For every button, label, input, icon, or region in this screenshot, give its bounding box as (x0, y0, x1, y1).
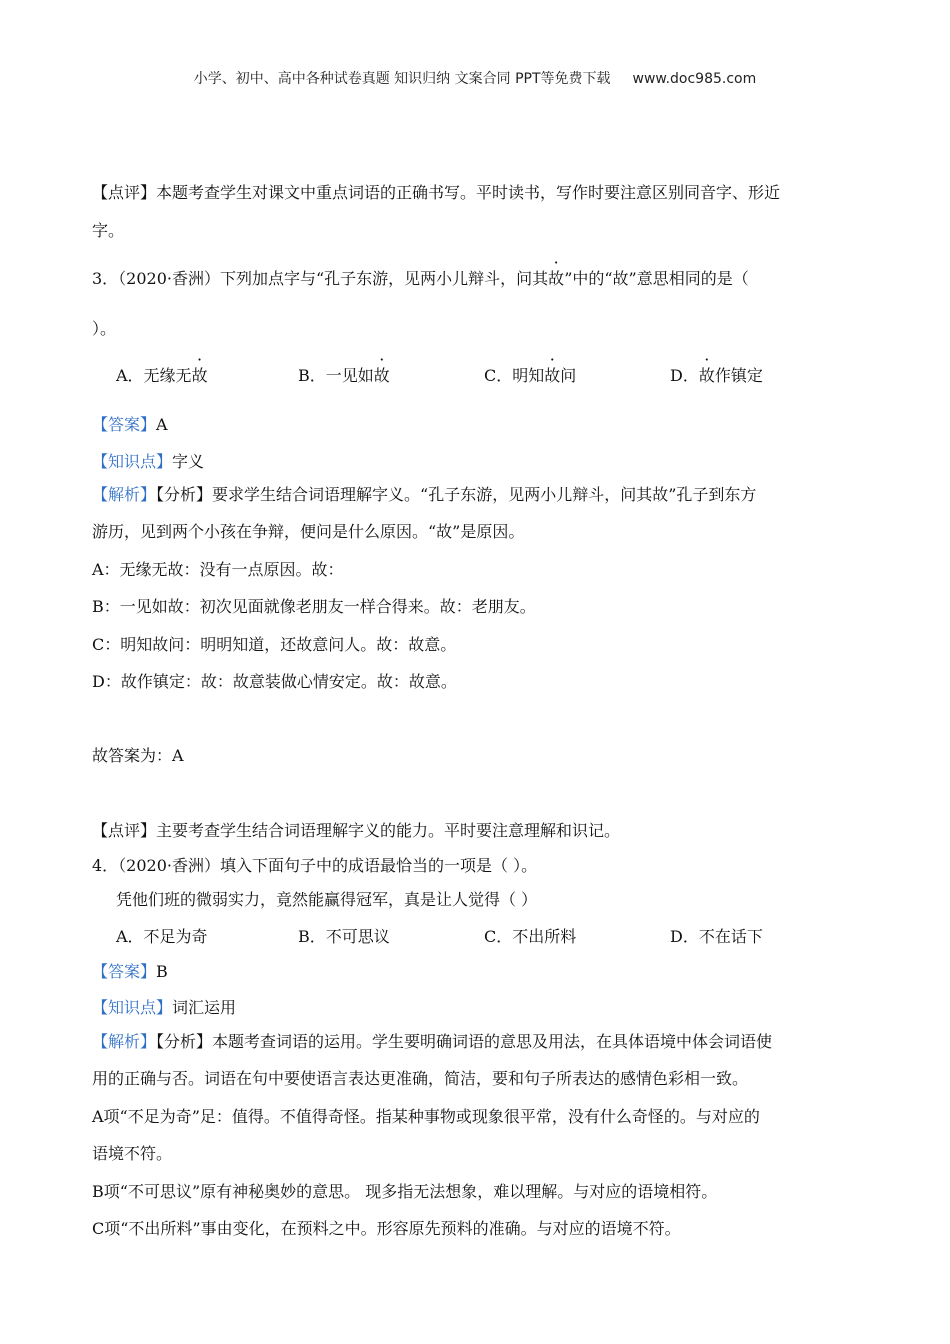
q3-option-d-pre: D． (670, 366, 699, 385)
q3-option-d-post: 作镇定 (714, 366, 763, 385)
q3-review-text: 主要考查学生结合词语理解字义的能力。平时要注意理解和识记。 (156, 821, 621, 840)
q3-analysis-line1: 【分析】要求学生结合词语理解字义。“孔子东游，见两小儿辩斗，问其故”孔子到东方 (156, 485, 757, 504)
q3-answer-tag: 【答案】 (92, 415, 157, 434)
q3-analysis-line2: 游历，见到两个小孩在争辩，便问是什么原因。“故”是原因。 (92, 522, 525, 541)
q3-analysis-tag: 【解析】 (92, 485, 157, 504)
q3-stem-after: ”中的“故”意思相同的是（ (564, 269, 749, 288)
q3-final-answer: 故答案为：A (92, 746, 184, 765)
q3-answer-value: A (156, 415, 168, 434)
q3-option-d (670, 365, 763, 387)
q4-analysis-a1: A项“不足为奇”足：值得。不值得奇怪。指某种事物或现象很平常，没有什么奇怪的。与对应的 (92, 1107, 760, 1126)
q4-answer-value: B (156, 962, 168, 981)
q3-option-c-dot: 故 (544, 366, 561, 385)
q3-option-c (484, 365, 576, 387)
q3-review (92, 820, 620, 842)
q3-stem-dot-char: 故 (548, 269, 565, 288)
q3-analysis-d: D：故作镇定：故：故意装做心情安定。故：故意。 (92, 672, 457, 691)
q4-analysis-c: C项“不出所料”事由变化，在预料之中。形容原先预料的准确。与对应的语境不符。 (92, 1219, 681, 1238)
q3-option-a-pre: A．无缘无 (116, 366, 192, 385)
q2-review (92, 182, 780, 204)
q4-analysis-b: B项“不可思议”原有神秘奥妙的意思。 现多指无法想象，难以理解。与对应的语境相符。 (92, 1182, 718, 1201)
q3-kp-tag: 【知识点】 (92, 452, 173, 471)
q3-option-d-dot: 故 (698, 366, 715, 385)
q4-kp-tag: 【知识点】 (92, 998, 173, 1017)
q4-sentence: 凭他们班的微弱实力，竟然能赢得冠军，真是让人觉得（ ） (116, 890, 538, 909)
q3-analysis-c: C：明知故问：明明知道，还故意问人。故：故意。 (92, 635, 457, 654)
q4-option-a: A．不足为奇 (116, 927, 208, 946)
q3-stem (92, 268, 749, 290)
q4-answer-tag: 【答案】 (92, 962, 157, 981)
q3-stem-cont: ）。 (92, 319, 117, 338)
q4-stem: 4．（2020·香洲）填入下面句子中的成语最恰当的一项是（ ）。 (92, 856, 538, 875)
q3-analysis-a: A：无缘无故：没有一点原因。故： (92, 560, 344, 579)
q4-option-d: D．不在话下 (670, 927, 763, 946)
q3-kp-value: 字义 (172, 452, 205, 471)
q4-analysis-line1: 【分析】本题考查词语的运用。学生要明确词语的意思及用法，在具体语境中体会词语使 (156, 1032, 773, 1051)
q4-option-c: C．不出所料 (484, 927, 577, 946)
q3-option-a (116, 365, 208, 387)
q2-review-tag: 【点评】 (92, 183, 157, 202)
q3-option-a-dot: 故 (191, 366, 208, 385)
q2-review-cont: 字。 (92, 221, 125, 240)
q4-analysis-a2: 语境不符。 (92, 1144, 173, 1163)
page-header (0, 68, 950, 88)
q3-knowledge-point (92, 451, 204, 473)
q4-kp-value: 词汇运用 (172, 998, 237, 1017)
q3-option-c-pre: C．明知 (484, 366, 545, 385)
q3-stem-before: 3．（2020·香洲）下列加点字与“孔子东游，见两小儿辩斗，问其 (92, 269, 549, 288)
q2-review-text: 本题考查学生对课文中重点词语的正确书写。平时读书，写作时要注意区别同音字、形近 (156, 183, 781, 202)
q3-review-tag: 【点评】 (92, 821, 157, 840)
q4-knowledge-point (92, 997, 236, 1019)
q4-answer (92, 961, 168, 983)
q4-option-b: B．不可思议 (298, 927, 390, 946)
q3-analysis-b: B：一见如故：初次见面就像老朋友一样合得来。故：老朋友。 (92, 597, 536, 616)
q3-option-b-pre: B．一见如 (298, 366, 374, 385)
q4-analysis-line2: 用的正确与否。词语在句中要使语言表达更准确，简洁，要和句子所表达的感情色彩相一致。 (92, 1069, 749, 1088)
q3-option-b (298, 365, 390, 387)
q3-option-c-post: 问 (560, 366, 577, 385)
q3-answer (92, 414, 168, 436)
q4-analysis (92, 1031, 772, 1053)
q3-analysis (92, 484, 756, 506)
header-text: 小学、初中、高中各种试卷真题 知识归纳 文案合同 PPT等免费下载 (193, 71, 611, 87)
q3-option-b-dot: 故 (373, 366, 390, 385)
header-site: www.doc985.com (632, 71, 757, 87)
q4-analysis-tag: 【解析】 (92, 1032, 157, 1051)
